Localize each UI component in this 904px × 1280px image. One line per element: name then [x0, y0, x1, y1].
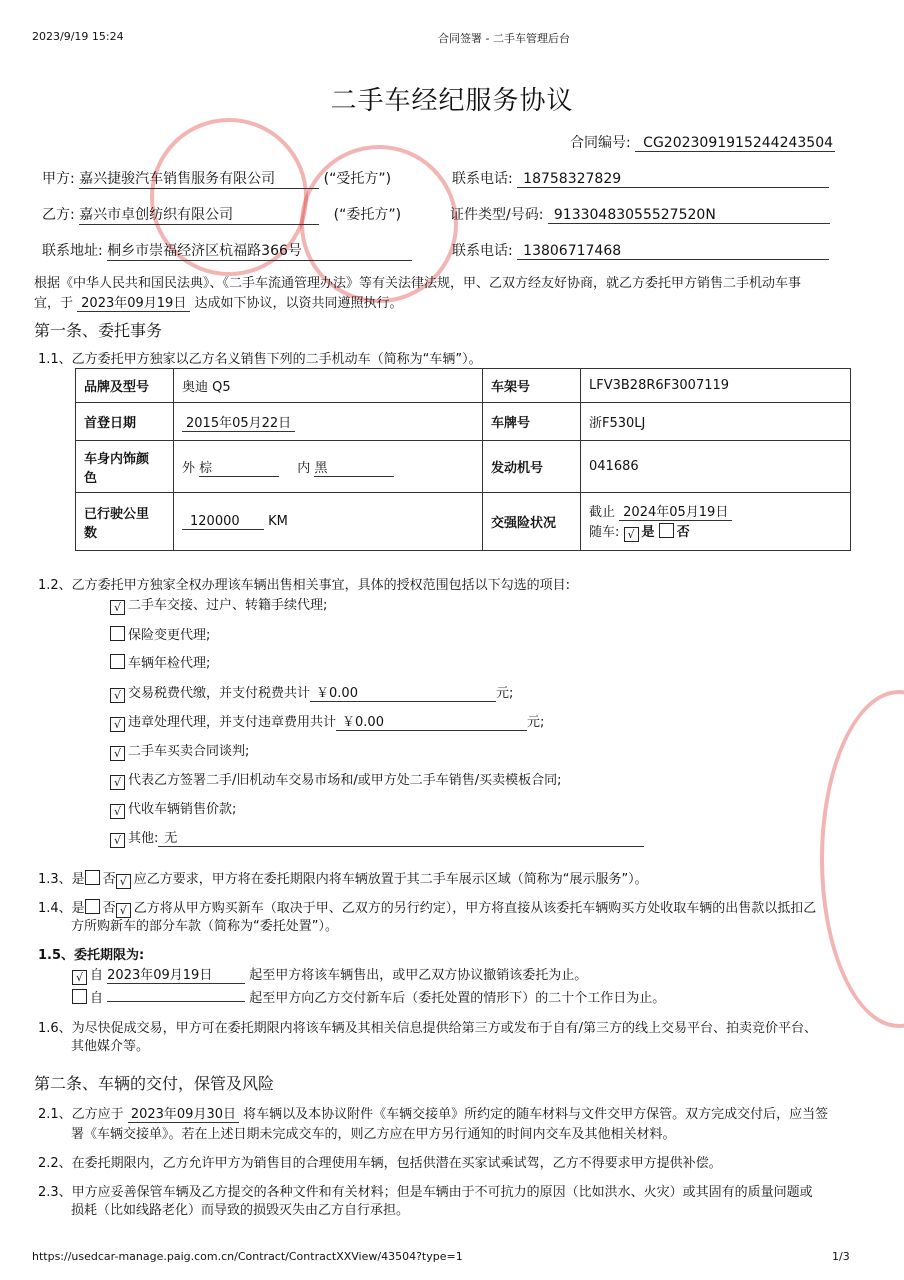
mileage-unit: KM [268, 513, 288, 529]
insurance-until-label: 截止 [589, 505, 616, 520]
display-yes-checkbox[interactable] [85, 870, 100, 885]
mileage-label-line-1: 已行驶公里 [84, 506, 150, 522]
document-title: 二手车经纪服务协议 [330, 86, 574, 116]
auth-item [110, 652, 210, 671]
exterior-label: 外 [182, 460, 196, 476]
plate-label: 车牌号 [483, 403, 581, 441]
engine-value: 041686 [581, 441, 851, 493]
print-tab-title: 合同签署 - 二手车管理后台 [438, 32, 570, 45]
clause-2-1-text-2: 将车辆以及本协议附件《车辆交接单》所约定的随车材料与文件交甲方保管。双方完成交付后，应当签 [243, 1107, 829, 1122]
auth-item-label: 违章处理代理，并支付违章费用共计 [128, 715, 337, 730]
exterior-color: 棕 [199, 457, 279, 477]
clause-2-3: 2.3、甲方应妥善保管车辆及乙方提交的各种文件和有关材料；但是车辆由于不可抗力的原因（比如洪水、火灾）或其固有的质量问题或 [38, 1185, 813, 1200]
vin-value: LFV3B28R6F3007119 [581, 369, 851, 403]
clause-1-4-text: 乙方将从甲方购买新车（取决于甲、乙双方的另行约定），甲方将直接从该委托车辆购买方处收取车辆的出售款以抵扣乙 [133, 901, 817, 916]
auth-item-label: 保险变更代理; [128, 628, 211, 643]
party-a-label: 甲方: [42, 171, 75, 187]
party-b-id-row [450, 204, 830, 224]
clause-1-6-line-2: 其他媒介等。 [71, 1039, 150, 1054]
reg-date-cell [174, 403, 483, 441]
auth-item [110, 740, 249, 761]
auth-item [110, 798, 236, 819]
party-a-phone: 18758327829 [517, 171, 829, 188]
auth-item-checkbox[interactable]: √ [110, 600, 125, 615]
term-option-2-text: 起至甲方向乙方交付新车后（委托处置的情形下）的二十个工作日为止。 [249, 991, 666, 1006]
clause-1-3-text: 应乙方要求，甲方将在委托期限内将车辆放置于其二手车展示区域（简称为“展示服务”）。 [133, 872, 648, 887]
interior-label: 内 [297, 460, 311, 476]
auth-item-checkbox[interactable]: √ [110, 833, 125, 848]
address-label: 联系地址: [42, 243, 103, 259]
clause-1-4-no: 否 [102, 901, 116, 916]
intro-line-1: 根据《中华人民共和国民法典》、《二手车流通管理办法》等有关法律法规，甲、乙双方经友好协商，就乙方委托甲方销售二手机动车事 [34, 276, 802, 291]
contract-number-label: 合同编号: [570, 135, 631, 151]
print-datetime: 2023/9/19 15:24 [32, 30, 124, 43]
violation-amount: ￥0.00 [336, 711, 527, 731]
delivery-date: 2023年09月30日 [128, 1103, 239, 1123]
auth-item-checkbox[interactable]: √ [110, 746, 125, 761]
auth-item-label: 二手车买卖合同谈判; [128, 744, 250, 759]
mileage-label-line-2: 数 [84, 525, 98, 541]
mileage-cell [174, 493, 483, 551]
auth-item [110, 682, 513, 703]
party-a-row [42, 168, 391, 189]
auth-item [110, 594, 327, 615]
company-seal-stamp [820, 690, 904, 1028]
auth-item-checkbox[interactable] [110, 626, 125, 641]
term-option-2-checkbox[interactable] [72, 989, 87, 1004]
term-start-date: 2023年09月19日 [107, 964, 245, 984]
plate-value: 浙F530LJ [581, 403, 851, 441]
auth-item-label: 交易税费代缴，并支付税费共计 [128, 686, 311, 701]
tax-unit: 元; [496, 686, 514, 701]
auth-item-checkbox[interactable] [110, 654, 125, 669]
clause-1-6: 1.6、为尽快促成交易，甲方可在委托期限内将该车辆及其相关信息提供给第三方或发布于自有/第三方的线上交易平台、拍卖竞价平台、 [38, 1021, 818, 1036]
term-option-1 [72, 964, 587, 985]
insurance-no-checkbox[interactable] [659, 523, 674, 538]
party-a-phone-row [452, 168, 829, 188]
party-b-role: (“委托方”) [333, 207, 402, 223]
party-b-id: 91330483055527520N [548, 207, 830, 224]
reg-date-value: 2015年05月22日 [182, 412, 295, 432]
disposal-yes-checkbox[interactable] [85, 899, 100, 914]
display-no-checkbox[interactable]: √ [116, 874, 131, 889]
insurance-until-date: 2024年05月19日 [619, 501, 732, 521]
term-option-1-text: 起至甲方将该车辆售出，或甲乙双方协议撤销该委托为止。 [249, 968, 588, 983]
auth-item-label: 代收车辆销售价款; [128, 802, 237, 817]
party-b-phone-row [452, 240, 829, 260]
clause-2-1-line-2: 署《车辆交接单》。若在上述日期未完成交车的，则乙方应在甲方另行通知的时间内交车及其他相关材料。 [71, 1127, 676, 1142]
auth-item [110, 769, 562, 790]
color-label [76, 441, 174, 493]
contract-number-row [570, 132, 835, 152]
auth-item [110, 624, 210, 643]
phone-label-2: 联系电话: [452, 243, 513, 259]
clause-1-3-no: 否 [102, 872, 116, 887]
auth-item [110, 711, 544, 732]
mileage-label [76, 493, 174, 551]
auth-item [110, 827, 644, 848]
clause-2-2: 2.2、在委托期限内，乙方允许甲方为销售目的合理使用车辆，包括供潜在买家试乘试驾，乙方不得要求甲方提供补偿。 [38, 1156, 722, 1171]
id-label: 证件类型/号码: [450, 207, 544, 223]
vin-label: 车架号 [483, 369, 581, 403]
phone-label: 联系电话: [452, 171, 513, 187]
address: 桐乡市崇福经济区杭福路366号 [107, 240, 412, 261]
clause-2-1 [38, 1103, 828, 1123]
tax-amount: ￥0.00 [310, 682, 496, 702]
clause-1-4-yes: 1.4、是 [38, 901, 85, 916]
model-label: 品牌及型号 [76, 369, 174, 403]
insurance-yes-label: 是 [641, 525, 655, 540]
other-value: 无 [158, 827, 644, 847]
color-cell [174, 441, 483, 493]
clause-1-2: 1.2、乙方委托甲方独家全权办理该车辆出售相关事宜，具体的授权范围包括以下勾选的项目: [38, 578, 571, 593]
violation-unit: 元; [527, 715, 545, 730]
auth-item-label: 二手车交接、过户、转籍手续代理; [128, 598, 328, 613]
party-a-name: 嘉兴捷骏汽车销售服务有限公司 [79, 168, 319, 189]
print-url: https://usedcar-manage.paig.com.cn/Contract/ContractXXView/43504?type=1 [32, 1250, 463, 1263]
auth-item-label: 其他: [128, 831, 159, 846]
reg-date-label: 首登日期 [76, 403, 174, 441]
clause-1-1: 1.1、乙方委托甲方独家以乙方名义销售下列的二手机动车（简称为“车辆”）。 [38, 352, 482, 367]
auth-item-label: 车辆年检代理; [128, 656, 211, 671]
auth-item-checkbox[interactable]: √ [110, 804, 125, 819]
auth-item-label: 代表乙方签署二手/旧机动车交易市场和/或甲方处二手车销售/买卖模板合同; [128, 773, 562, 788]
print-page-number: 1/3 [832, 1250, 850, 1263]
color-label-line-2: 色 [84, 470, 98, 486]
party-b-name: 嘉兴市卓创纺织有限公司 [79, 204, 319, 225]
party-b-label: 乙方: [42, 207, 75, 223]
term-option-2-blank [107, 986, 245, 1002]
model-value: 奥迪 Q5 [174, 369, 483, 403]
clause-2-3-line-2: 损耗（比如线路老化）而导致的损毁灭失由乙方自行承担。 [71, 1203, 410, 1218]
term-option-1-from: 自 [90, 968, 104, 983]
insurance-cell [581, 493, 851, 551]
term-option-2 [72, 986, 665, 1006]
disposal-no-checkbox[interactable]: √ [116, 903, 131, 918]
auth-item-checkbox[interactable]: √ [110, 775, 125, 790]
section-1-title: 第一条、委托事务 [34, 321, 163, 340]
clause-1-3-yes: 1.3、是 [38, 872, 85, 887]
address-row [42, 240, 412, 261]
party-b-phone: 13806717468 [517, 243, 829, 260]
clause-1-4-line-2: 方所购新车的部分车款（简称为“委托处置”）。 [71, 919, 338, 934]
intro-text: 宜，于 [34, 296, 74, 311]
auth-item-checkbox[interactable]: √ [110, 717, 125, 732]
interior-color: 黑 [314, 457, 394, 477]
party-b-row [42, 204, 401, 225]
mileage-value: 120000 [182, 514, 264, 530]
clause-2-1-text: 2.1、乙方应于 [38, 1107, 124, 1122]
term-option-1-checkbox[interactable]: √ [72, 970, 87, 985]
engine-label: 发动机号 [483, 441, 581, 493]
insurance-no-label: 否 [676, 525, 690, 540]
clause-1-3 [38, 868, 648, 889]
clause-1-5: 1.5、委托期限为: [38, 948, 145, 963]
intro-line-2 [34, 292, 402, 312]
insurance-label: 交强险状况 [483, 493, 581, 551]
term-option-2-from: 自 [90, 991, 104, 1006]
intro-text-2: 达成如下协议，以资共同遵照执行。 [194, 296, 403, 311]
contract-number: CG2023091915244243504 [635, 135, 835, 152]
insurance-yes-checkbox[interactable]: √ [624, 527, 639, 542]
party-a-role: (“受托方”) [323, 171, 392, 187]
vehicle-info-table [75, 368, 851, 551]
insurance-with-car-label: 随车: [589, 525, 620, 540]
color-label-line-1: 车身内饰颜 [84, 451, 150, 467]
intro-date: 2023年09月19日 [77, 292, 190, 312]
section-2-title: 第二条、车辆的交付，保管及风险 [34, 1074, 275, 1093]
auth-item-checkbox[interactable]: √ [110, 688, 125, 703]
